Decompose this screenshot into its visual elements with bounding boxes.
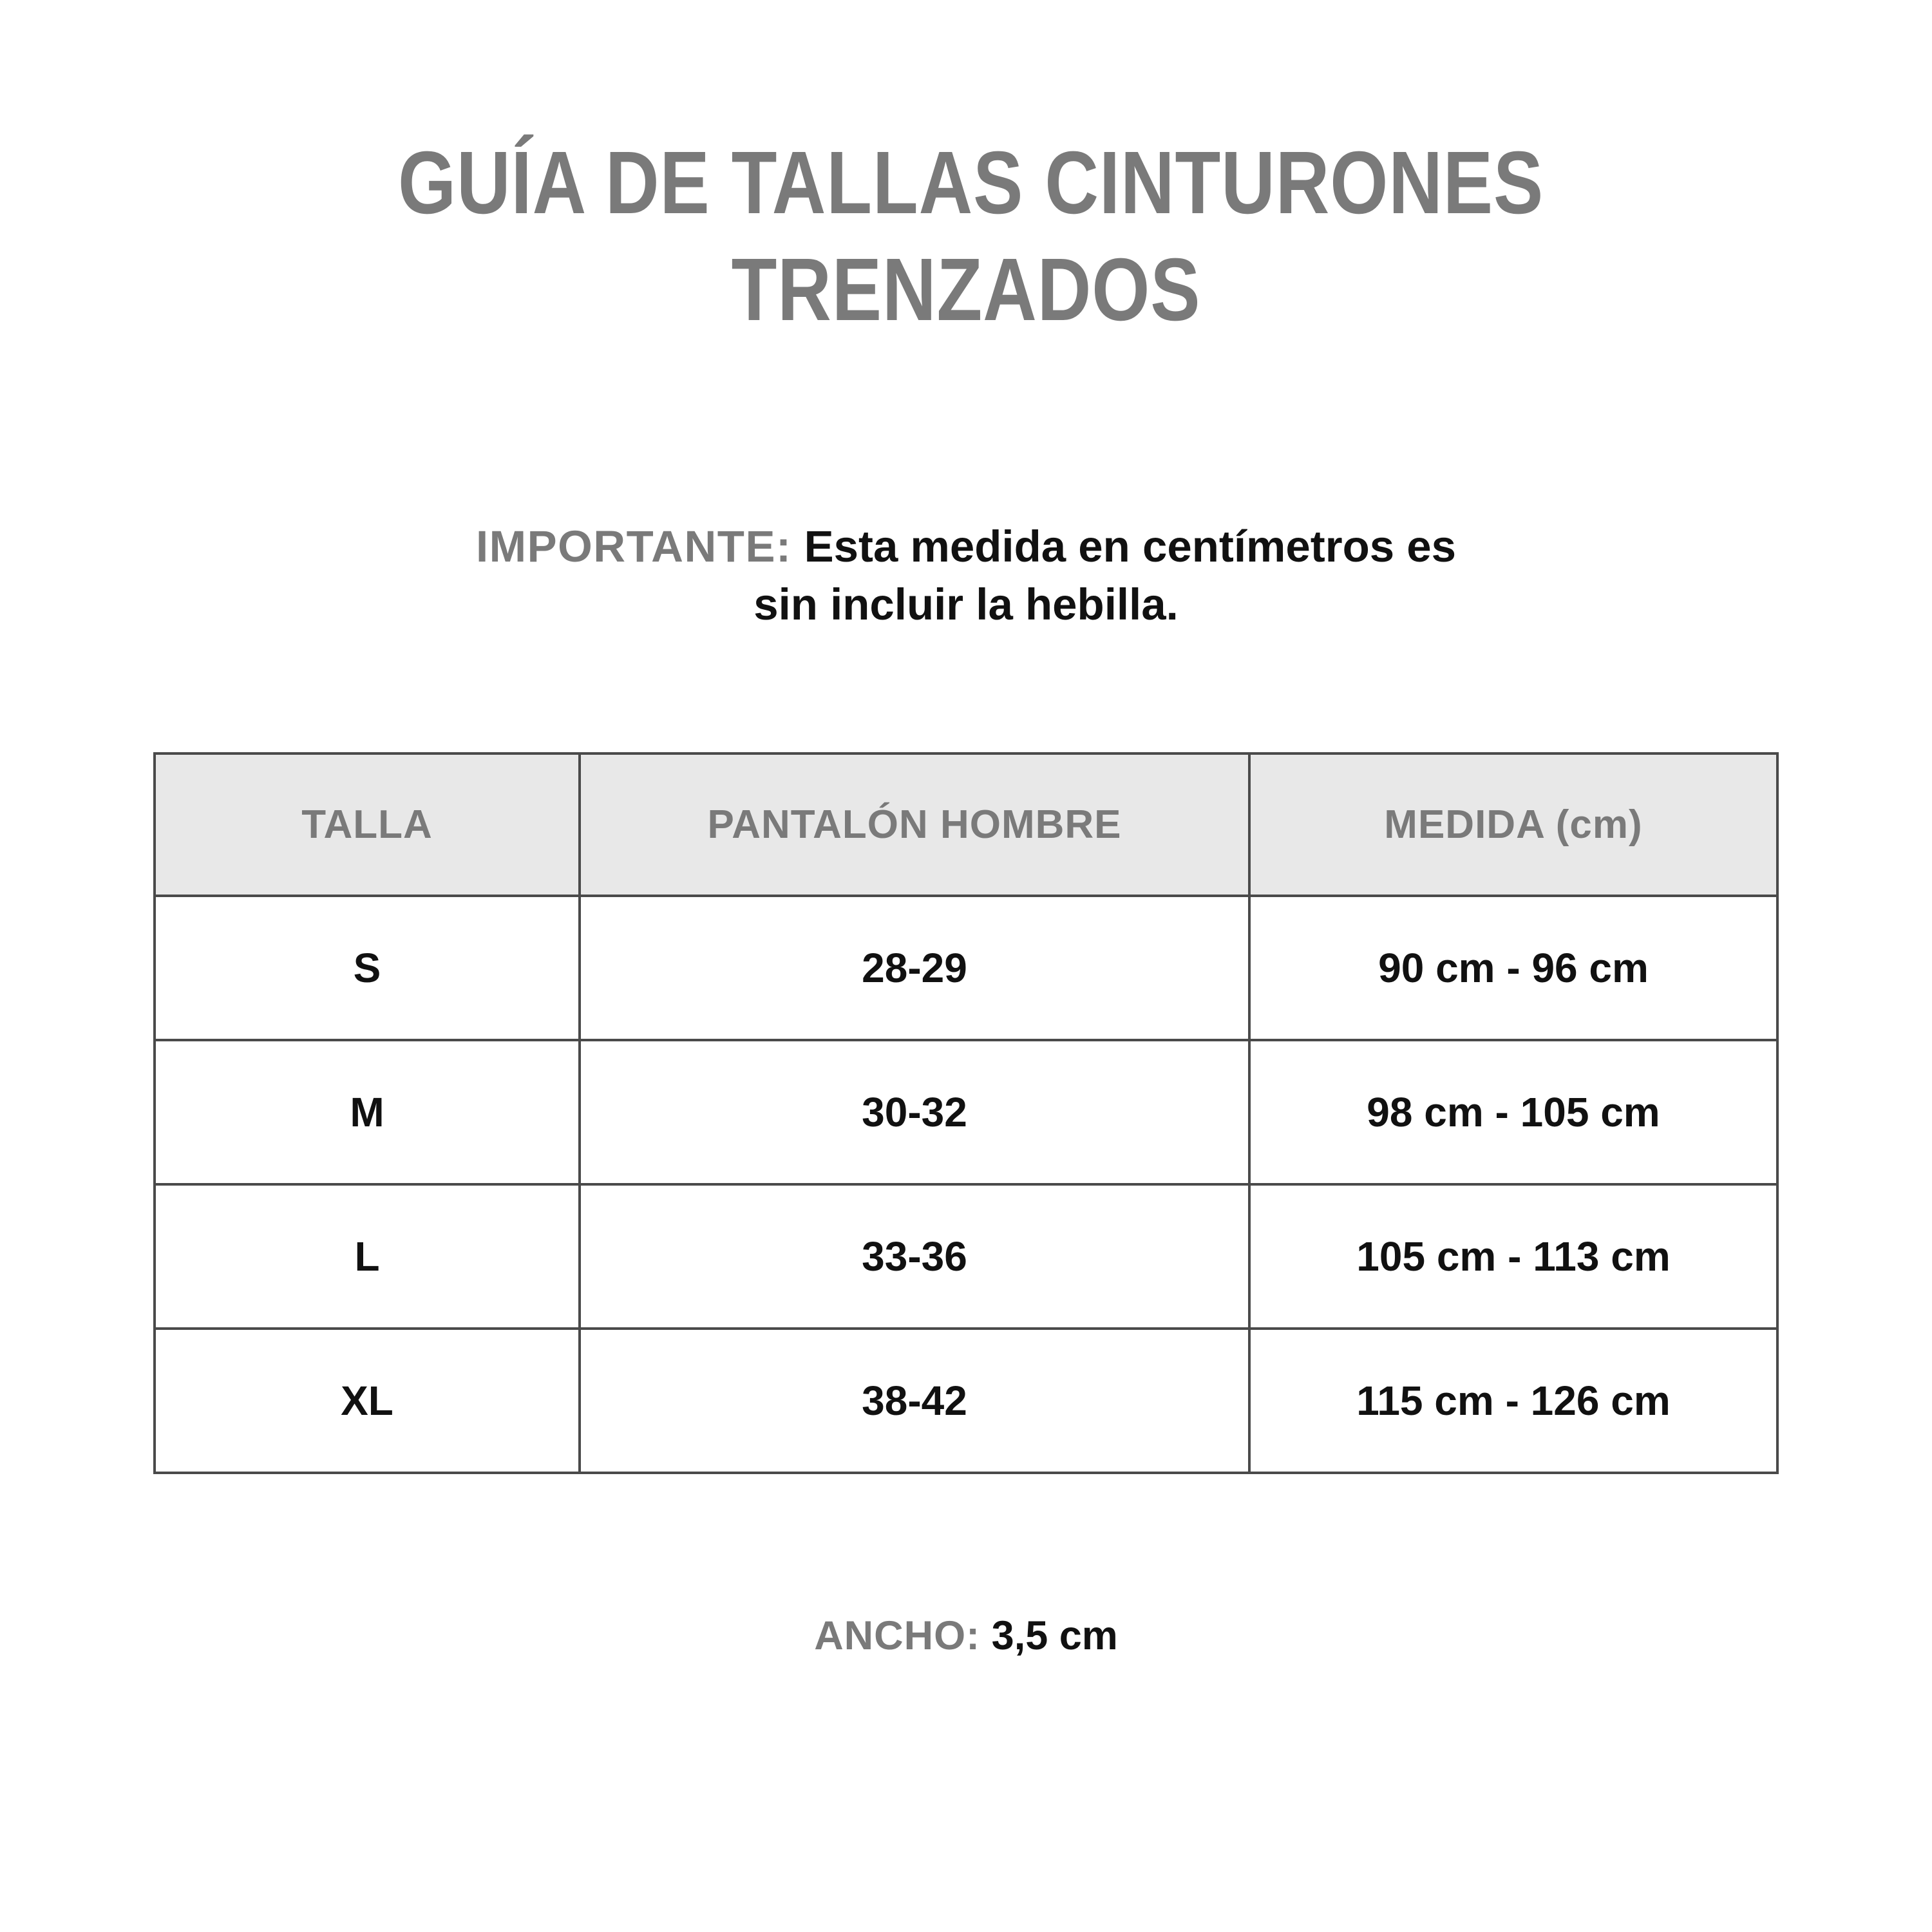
cell-medida: 90 cm - 96 cm — [1249, 896, 1777, 1040]
size-table-container — [155, 752, 1777, 1474]
column-header-medida: MEDIDA (cm) — [1249, 753, 1777, 896]
important-note — [225, 518, 1707, 633]
table-row — [155, 1329, 1777, 1473]
cell-pantalon: 28-29 — [580, 896, 1249, 1040]
table-row — [155, 896, 1777, 1040]
table-row — [155, 1040, 1777, 1184]
width-note-label: ANCHO: — [814, 1613, 981, 1659]
width-note-value: 3,5 cm — [980, 1613, 1118, 1659]
size-table-body — [155, 896, 1777, 1473]
page-title-line-1: GUÍA DE TALLAS CINTURONES — [398, 133, 1544, 232]
column-header-pantalon-hombre: PANTALÓN HOMBRE — [580, 753, 1249, 896]
important-note-text-line-2: sin incluir la hebilla. — [753, 579, 1179, 629]
cell-talla: L — [155, 1184, 580, 1329]
cell-talla: M — [155, 1040, 580, 1184]
table-header-row — [155, 753, 1777, 896]
column-header-talla: TALLA — [155, 753, 580, 896]
cell-medida: 105 cm - 113 cm — [1249, 1184, 1777, 1329]
important-note-label: IMPORTANTE: — [475, 522, 792, 571]
table-row — [155, 1184, 1777, 1329]
cell-talla: XL — [155, 1329, 580, 1473]
cell-pantalon: 30-32 — [580, 1040, 1249, 1184]
page-title — [398, 133, 1544, 339]
cell-medida: 98 cm - 105 cm — [1249, 1040, 1777, 1184]
size-table-head — [155, 753, 1777, 896]
cell-pantalon: 33-36 — [580, 1184, 1249, 1329]
important-note-text-line-1: Esta medida en centímetros es — [791, 522, 1457, 571]
cell-pantalon: 38-42 — [580, 1329, 1249, 1473]
size-table — [153, 752, 1779, 1474]
cell-medida: 115 cm - 126 cm — [1249, 1329, 1777, 1473]
page-title-line-2: TRENZADOS — [731, 240, 1201, 339]
cell-talla: S — [155, 896, 580, 1040]
width-note — [225, 1613, 1707, 1659]
